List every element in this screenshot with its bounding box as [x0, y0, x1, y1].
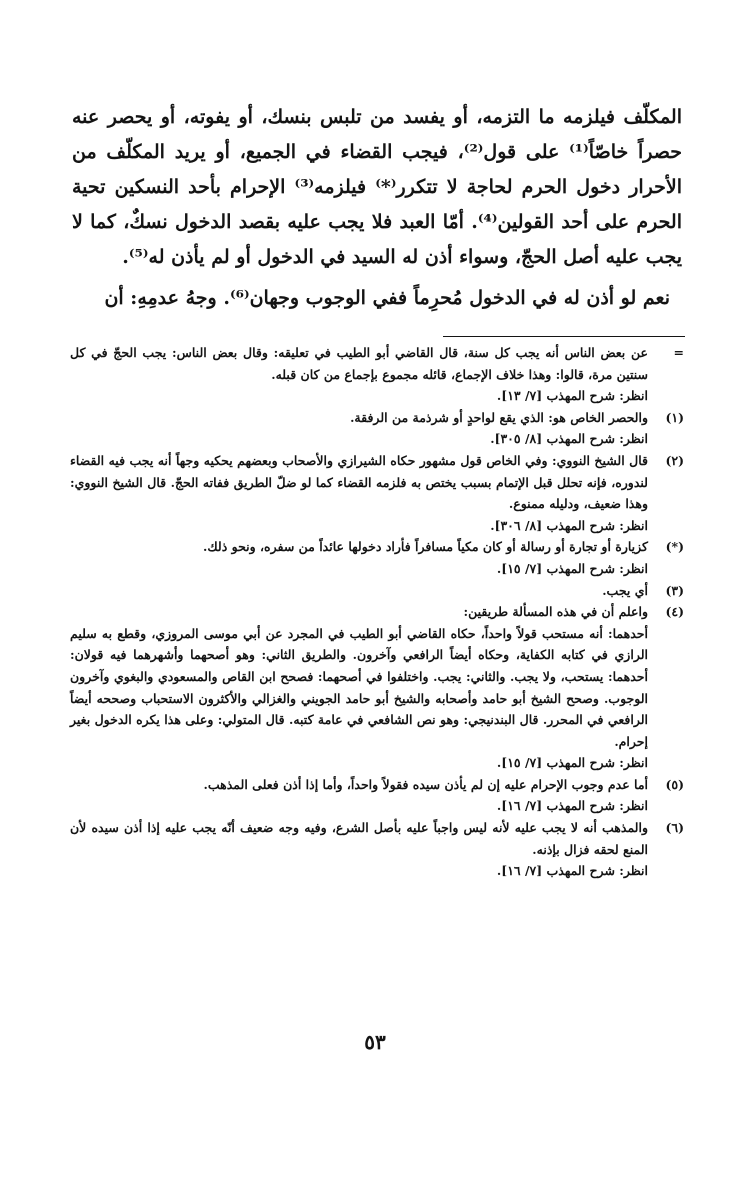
- footnote-text: أي يجب.: [602, 582, 648, 598]
- footnotes: [70, 342, 684, 882]
- footnote-continuation: [70, 342, 684, 407]
- footnote-reference: انظر: شرح المهذب [٧/ ١٣].: [496, 388, 648, 404]
- footnote-text: والحصر الخاص هو: الذي يقع لواحدٍ أو شرذمة من الرفقة.: [350, 409, 648, 425]
- footnote-marker: (٥): [665, 776, 684, 792]
- footnote-body: [70, 817, 648, 882]
- footnote-6: [70, 817, 684, 882]
- footnote-body: [70, 450, 648, 536]
- footnote-text: والمذهب أنه لا يجب عليه لأنه ليس واجباً عليه بأصل الشرع، وفيه وجه ضعيف أنّه يجب عليه إذا أذن سيده لأن المنع لحقه فزال بإذنه.: [70, 820, 648, 857]
- footnote-text: كزيارة أو تجارة أو رسالة أو كان مكياً مسافراً فأراد دخولها عائداً من سفره، ونحو ذلك.: [203, 539, 648, 555]
- footnote-4: [70, 601, 684, 774]
- main-text: [72, 100, 682, 316]
- footnote-body: [70, 580, 648, 602]
- footnote-5: [70, 774, 684, 817]
- footnote-body: [70, 601, 648, 774]
- footnote-marker: =: [673, 345, 684, 360]
- footnote-marker: (٢): [665, 452, 684, 468]
- footnote-reference: انظر: شرح المهذب [٧/ ١٥].: [496, 755, 648, 771]
- footnote-marker: (*): [665, 539, 684, 555]
- footnote-body: [70, 536, 648, 579]
- footnote-reference: انظر: شرح المهذب [٧/ ١٦].: [496, 863, 648, 879]
- footnote-body: [70, 774, 648, 817]
- footnote-1: [70, 407, 684, 450]
- footnote-3: [70, 580, 684, 602]
- page-number: ٥٣: [364, 1030, 386, 1054]
- footnote-marker: (٦): [665, 820, 684, 836]
- footnote-reference: انظر: شرح المهذب [٨/ ٣٠٦].: [490, 517, 648, 533]
- footnote-text: واعلم أن في هذه المسألة طريقين:: [463, 604, 648, 620]
- footnote-text: أحدهما: أنه مستحب قولاً واحداً، حكاه القاضي أبو الطيب في المجرد عن أبي موسى المروزي، وقطع به سليم الرازي في كتابه الكفاية، وحكاه أيضاً الرافعي وآخرون. والطريق الثاني: وهو أصحهما وأشهرهما فيه قولان: أحدهما: يستحب، ولا يجب. والثاني: يجب. واختلفوا في أصحهما: فصحح ابن القاص والمسعودي والبغوي وآخرون الوجوب. وصحح الشيخ أبو حامد وأصحابه والشيخ أبو حامد الجويني والغزالي والأكثرون الاستحباب وصححه أيضاً الرافعي في المحرر. قال البندنيجي: وهو نص الشافعي في عامة كتبه. قال المتولي: وعلى هذا يكره الدخول بغير إحرام.: [70, 625, 648, 749]
- footnote-text: أما عدم وجوب الإحرام عليه إن لم يأذن سيده فقولاً واحداً، وأما إذا أذن فعلى المذهب.: [203, 776, 648, 792]
- footnote-marker: (٣): [665, 582, 684, 598]
- footnote-marker: (٤): [665, 604, 684, 620]
- footnote-divider: [443, 336, 685, 337]
- footnote-2: [70, 450, 684, 536]
- footnote-body: [70, 407, 648, 450]
- footnote-reference: انظر: شرح المهذب [٧/ ١٥].: [496, 560, 648, 576]
- footnote-body: [70, 342, 648, 407]
- footnote-text: قال الشيخ النووي: وفي الخاص قول مشهور حكاه الشيرازي والأصحاب وبعضهم يحكيه وجهاً أنه يجب فيه القضاء لندوره، فإنه تحلل قبل الإتمام بسبب يختص به فلزمه القضاء كما لو ضلّ الطريق ففاته الحجّ. قال الشيخ النووي: وهذا ضعيف، ودليله ممنوع.: [70, 452, 648, 512]
- main-paragraph: المكلّف فيلزمه ما التزمه، أو يفسد من تلبس بنسك، أو يفوته، أو يحصر عنه حصراً خاصّاً⁽¹⁾ على قول⁽²⁾، فيجب القضاء في الجميع، أو يريد المكلّف من الأحرار دخول الحرم لحاجة لا تتكرر⁽*⁾ فيلزمه⁽³⁾ الإحرام بأحد النسكين تحية الحرم على أحد القولين⁽⁴⁾. أمّا العبد فلا يجب عليه بقصد الدخول نسكٌ، كما لا يجب عليه أصل الحجّ، وسواء أذن له السيد في الدخول أو لم يأذن له⁽⁵⁾.: [72, 106, 683, 268]
- footnote-marker: (١): [665, 409, 684, 425]
- main-paragraph: نعم لو أذن له في الدخول مُحرِماً ففي الوجوب وجهان⁽⁶⁾. وجهُ عدمِهِ: أن: [104, 287, 670, 309]
- footnote-star: [70, 536, 684, 579]
- footnote-text: عن بعض الناس أنه يجب كل سنة، قال القاضي أبو الطيب في تعليقه: وقال بعض الناس: يجب الحجّ في كل سنتين مرة، قالوا: وهذا خلاف الإجماع، قائله مجموع بإجماع من كان قبله.: [70, 345, 648, 382]
- footnote-reference: انظر: شرح المهذب [٨/ ٣٠٥].: [490, 431, 648, 447]
- footnote-reference: انظر: شرح المهذب [٧/ ١٦].: [496, 798, 648, 814]
